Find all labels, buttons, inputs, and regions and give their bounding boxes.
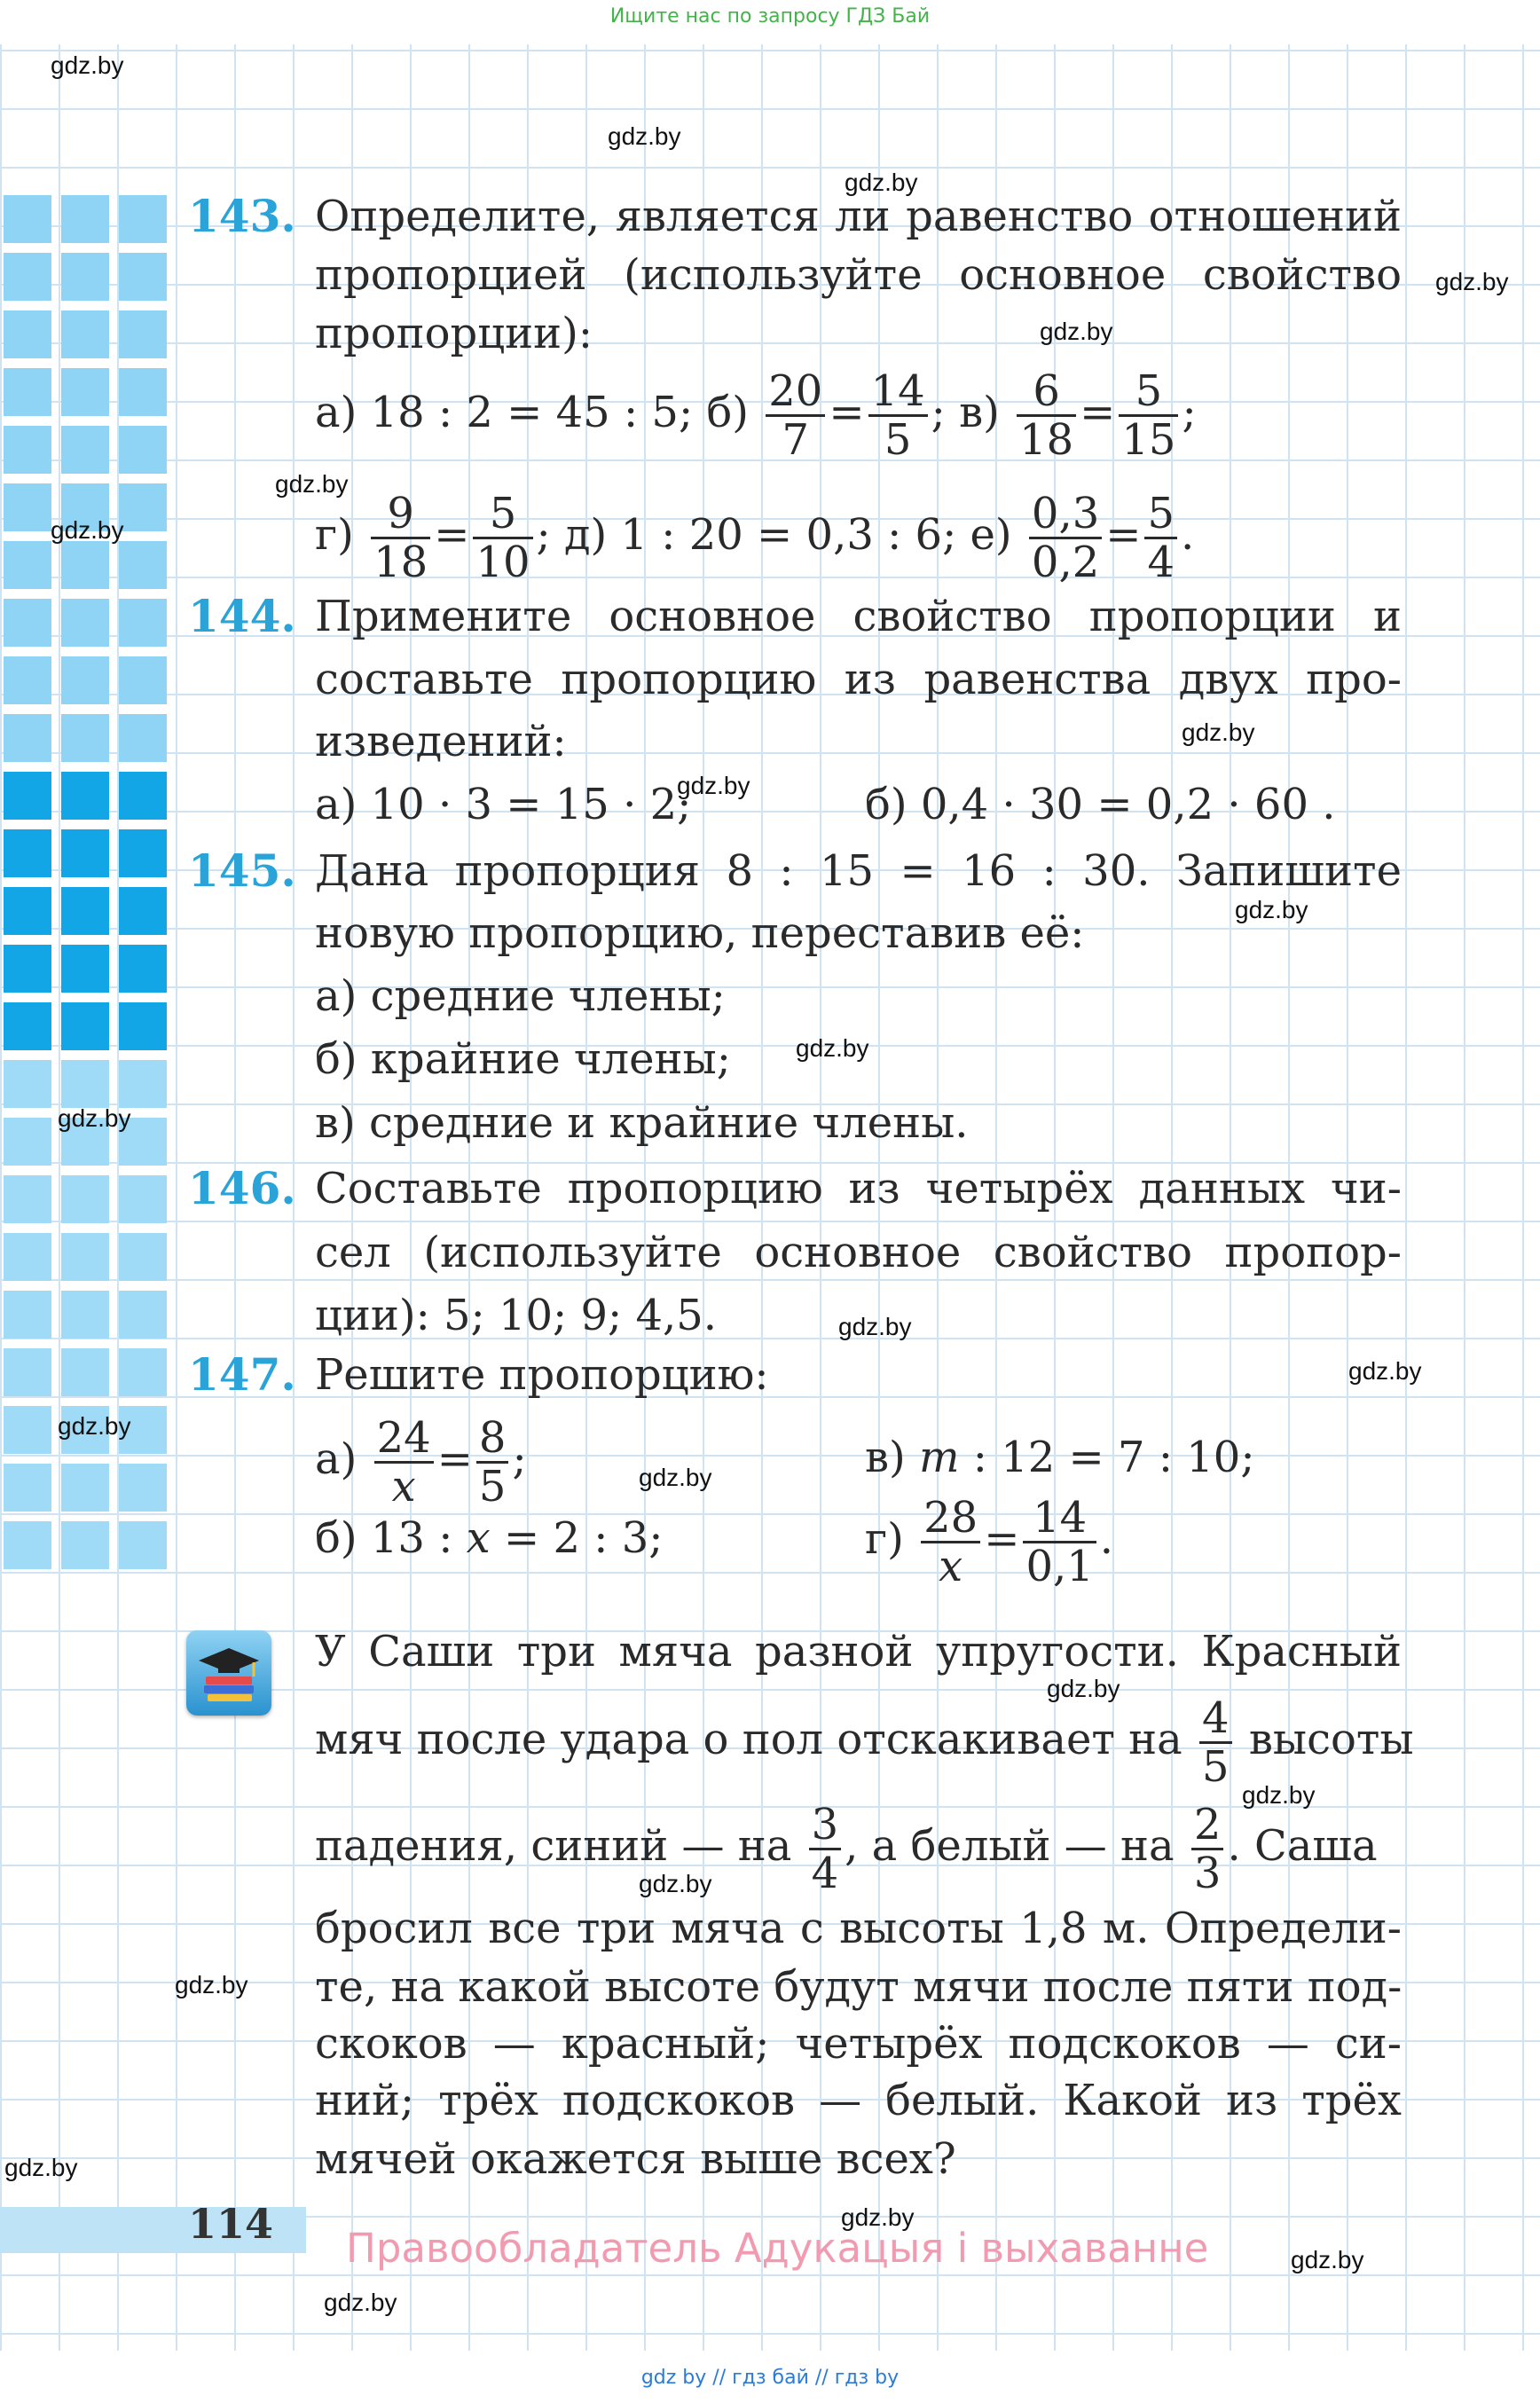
item-text: ; в)	[931, 388, 1000, 437]
task-144-text: изведений:	[315, 717, 567, 766]
fraction	[1017, 366, 1076, 465]
numerator: 5	[1119, 370, 1178, 417]
task-147-item-a: а) $\frac{24}{x}$ = $\frac{8}{5}$ ;	[315, 1413, 527, 1512]
decorative-square	[61, 887, 109, 935]
decorative-square	[61, 599, 109, 647]
top-banner	[0, 0, 1540, 44]
decorative-square	[119, 1233, 167, 1281]
task-number-144: 144.	[188, 590, 296, 642]
numerator: 8	[476, 1417, 509, 1464]
variable: x	[466, 1513, 491, 1563]
fraction	[1144, 489, 1177, 587]
decorative-square	[4, 541, 51, 589]
task-145-item-v: в) средние и крайние члены.	[315, 1098, 969, 1148]
task-143-items-row1: а) 18 : 2 = 45 : 5; б) $\frac{20}{7}$ = $\frac{14}{5}$ ; в) $\frac{6}{18}$ = $\frac{5}{15}$ ;	[315, 366, 1197, 465]
numerator: 0,3	[1029, 492, 1102, 539]
item-text: = 2 : 3;	[490, 1513, 664, 1563]
watermark: gdz.by	[4, 2154, 78, 2181]
bottom-banner-text: gdz by // гдз бай // гдз by	[640, 2367, 900, 2389]
task-147-title: Решите пропорцию:	[315, 1350, 769, 1400]
denominator: 0,1	[1025, 1542, 1094, 1591]
decorative-square	[4, 1118, 51, 1166]
watermark: gdz.by	[58, 1104, 131, 1132]
decorative-square	[4, 1521, 51, 1569]
item-text: ;	[1182, 388, 1197, 437]
task-146-text: Составьте пропорцию из четырёх данных чи-	[315, 1164, 1402, 1213]
decorative-blocks	[0, 195, 169, 1579]
decorative-square	[119, 1060, 167, 1108]
watermark: gdz.by	[845, 169, 918, 196]
task-144-text: Примените основное свойство пропорции и	[315, 592, 1402, 641]
watermark: gdz.by	[1040, 318, 1113, 345]
task-145-text: новую пропорцию, переставив её:	[315, 908, 1085, 958]
item-text: мяч после удара о пол отскакивает на	[315, 1715, 1182, 1764]
task-147-item-b	[315, 1512, 812, 1565]
watermark: gdz.by	[639, 1870, 712, 1897]
denominator: 18	[1019, 415, 1074, 465]
watermark: gdz.by	[58, 1412, 131, 1440]
task-145-item-b: б) крайние члены;	[315, 1034, 731, 1084]
watermark: gdz.by	[841, 2203, 915, 2231]
decorative-square	[61, 1464, 109, 1512]
decorative-square	[4, 829, 51, 877]
item-text: г)	[865, 1514, 904, 1564]
decorative-square	[61, 829, 109, 877]
numerator: 5	[473, 492, 532, 539]
decorative-square	[4, 310, 51, 358]
fraction	[809, 1800, 842, 1898]
decorative-square	[4, 1060, 51, 1108]
decorative-square	[119, 1175, 167, 1223]
item-text: падения, синий — на	[315, 1821, 792, 1871]
decorative-square	[61, 1348, 109, 1396]
fraction	[1119, 366, 1178, 465]
problem-text: те, на какой высоте будут мячи после пяти под-	[315, 1962, 1402, 2012]
decorative-square	[4, 1406, 51, 1454]
decorative-square	[4, 772, 51, 820]
denominator: 4	[1147, 538, 1175, 587]
decorative-square	[119, 310, 167, 358]
decorative-square	[119, 1348, 167, 1396]
task-146-text: ции): 5; 10; 9; 4,5.	[315, 1291, 718, 1340]
fraction	[766, 366, 825, 465]
item-text: ; д) 1 : 20 = 0,3 : 6; е)	[536, 510, 1012, 560]
problem-text: ний; трёх подскоков — белый. Какой из трёх	[315, 2076, 1402, 2125]
task-147-item-v	[865, 1431, 1255, 1484]
task-143-text: пропорцией (используйте основное свойство	[315, 250, 1402, 300]
item-text: .	[1181, 510, 1195, 560]
task-143-text: Определите, является ли равенство отношений	[315, 192, 1402, 241]
watermark: gdz.by	[1291, 2246, 1364, 2273]
numerator: 28	[921, 1496, 980, 1543]
item-text: . Саша	[1227, 1821, 1378, 1871]
problem-text-line3	[315, 1797, 1402, 1898]
decorative-square	[4, 1348, 51, 1396]
problem-text-line2	[315, 1691, 1414, 1792]
denominator: 3	[1193, 1849, 1222, 1898]
decorative-square	[119, 483, 167, 531]
decorative-square	[61, 1291, 109, 1339]
decorative-square	[4, 483, 51, 531]
watermark: gdz.by	[1348, 1357, 1422, 1385]
numerator: 20	[766, 370, 825, 417]
watermark: gdz.by	[1182, 719, 1255, 746]
watermark: gdz.by	[1435, 268, 1509, 295]
decorative-square	[4, 599, 51, 647]
decorative-square	[4, 714, 51, 762]
watermark: gdz.by	[275, 470, 349, 498]
decorative-square	[61, 541, 109, 589]
watermark: gdz.by	[677, 772, 750, 799]
decorative-square	[4, 945, 51, 993]
problem-text: бросил все три мяча с высоты 1,8 м. Определи-	[315, 1904, 1402, 1953]
fraction	[1199, 1693, 1232, 1792]
decorative-square	[61, 1233, 109, 1281]
denominator: 0,2	[1031, 538, 1100, 587]
task-144-text: составьте пропорцию из равенства двух про-	[315, 655, 1402, 704]
decorative-square	[61, 426, 109, 474]
item-text: ;	[512, 1434, 527, 1484]
denominator: x	[391, 1462, 416, 1512]
decorative-square	[61, 714, 109, 762]
task-145-text: Дана пропорция 8 : 15 = 16 : 30. Запишите	[315, 846, 1402, 896]
bottom-banner	[0, 2351, 1540, 2403]
decorative-square	[119, 829, 167, 877]
denominator: 4	[811, 1849, 839, 1898]
fraction	[1023, 1493, 1096, 1591]
page-number: 114	[188, 2200, 274, 2248]
watermark: gdz.by	[324, 2289, 397, 2316]
decorative-square	[4, 426, 51, 474]
copyright-text: Правообладатель Адукацыя і выхаванне	[346, 2225, 1209, 2272]
watermark: gdz.by	[1047, 1675, 1120, 1702]
item-text: г)	[315, 510, 354, 560]
decorative-square	[4, 195, 51, 243]
decorative-square	[61, 1521, 109, 1569]
decorative-square	[61, 1175, 109, 1223]
decorative-square	[119, 714, 167, 762]
decorative-square	[61, 945, 109, 993]
task-144-item-b: б) 0,4 · 30 = 0,2 · 60 .	[865, 780, 1336, 829]
watermark: gdz.by	[838, 1313, 912, 1340]
decorative-square	[119, 1464, 167, 1512]
problem-text: У Саши три мяча разной упругости. Красный	[315, 1627, 1402, 1677]
item-text: высоты	[1248, 1715, 1414, 1764]
decorative-square	[4, 1464, 51, 1512]
decorative-square	[119, 656, 167, 704]
item-text: в)	[865, 1433, 906, 1482]
watermark: gdz.by	[175, 1971, 248, 1999]
decorative-square	[61, 368, 109, 416]
watermark: gdz.by	[51, 51, 124, 79]
watermark: gdz.by	[639, 1464, 712, 1491]
denominator: 10	[475, 538, 530, 587]
task-143-items-row2: г) $\frac{9}{18}$ = $\frac{5}{10}$ ; д) 1 : 20 = 0,3 : 6; е) $\frac{0,3}{0,2}$ = $\frac{5}{4}$ .	[315, 489, 1195, 587]
decorative-square	[61, 1002, 109, 1050]
decorative-square	[61, 310, 109, 358]
decorative-square	[4, 1233, 51, 1281]
decorative-square	[119, 426, 167, 474]
denominator: 18	[373, 538, 428, 587]
item-text: , а белый — на	[845, 1821, 1175, 1871]
decorative-square	[4, 887, 51, 935]
decorative-square	[119, 599, 167, 647]
watermark: gdz.by	[1235, 896, 1308, 923]
task-number-143: 143.	[188, 190, 296, 242]
item-text: б) 13 :	[315, 1513, 467, 1563]
task-number-145: 145.	[188, 844, 296, 897]
fraction	[921, 1493, 980, 1591]
fraction	[1191, 1800, 1224, 1898]
denominator: 15	[1121, 415, 1176, 465]
fraction	[374, 1413, 434, 1512]
variable: m	[919, 1433, 960, 1482]
watermark: gdz.by	[1242, 1781, 1316, 1809]
decorative-square	[61, 253, 109, 301]
fraction	[1029, 489, 1102, 587]
denominator: 5	[884, 415, 912, 465]
numerator: 5	[1144, 492, 1177, 539]
numerator: 14	[868, 370, 928, 417]
decorative-square	[119, 253, 167, 301]
numerator: 2	[1191, 1803, 1224, 1850]
decorative-square	[4, 1002, 51, 1050]
denominator: 7	[782, 415, 810, 465]
decorative-square	[4, 1175, 51, 1223]
decorative-square	[4, 368, 51, 416]
decorative-square	[61, 772, 109, 820]
item-text: : 12 = 7 : 10;	[959, 1433, 1255, 1482]
task-number-147: 147.	[188, 1348, 296, 1401]
numerator: 9	[371, 492, 430, 539]
numerator: 3	[809, 1803, 842, 1850]
decorative-square	[4, 253, 51, 301]
fraction	[473, 489, 532, 587]
decorative-square	[119, 1002, 167, 1050]
decorative-square	[119, 887, 167, 935]
denominator: 5	[1202, 1742, 1230, 1792]
item-text: а)	[315, 1434, 358, 1484]
item-text: а) 18 : 2 = 45 : 5; б)	[315, 388, 749, 437]
decorative-square	[119, 1521, 167, 1569]
decorative-square	[61, 195, 109, 243]
fraction	[371, 489, 430, 587]
graduation-cap-books-icon	[186, 1630, 271, 1716]
watermark: gdz.by	[608, 122, 681, 150]
decorative-square	[119, 1291, 167, 1339]
task-145-item-a: а) средние члены;	[315, 971, 726, 1021]
numerator: 24	[374, 1417, 434, 1464]
decorative-square	[119, 195, 167, 243]
decorative-square	[4, 1291, 51, 1339]
fraction	[868, 366, 928, 465]
task-144-item-a: а) 10 · 3 = 15 · 2;	[315, 780, 692, 829]
watermark: gdz.by	[796, 1034, 869, 1062]
problem-text: скоков — красный; четырёх подскоков — си-	[315, 2019, 1402, 2069]
denominator: x	[939, 1542, 963, 1591]
task-146-text: сел (используйте основное свойство пропор-	[315, 1228, 1402, 1277]
watermark: gdz.by	[51, 516, 124, 544]
decorative-square	[4, 656, 51, 704]
task-147-item-g: г) $\frac{28}{x}$ = $\frac{14}{0,1}$ .	[865, 1493, 1114, 1591]
decorative-square	[119, 368, 167, 416]
decorative-square	[119, 772, 167, 820]
decorative-square	[61, 656, 109, 704]
task-number-146: 146.	[188, 1162, 296, 1214]
item-text: .	[1099, 1514, 1114, 1564]
numerator: 6	[1017, 370, 1076, 417]
problem-text: мячей окажется выше всех?	[315, 2134, 956, 2184]
numerator: 14	[1023, 1496, 1096, 1543]
top-banner-text: Ищите нас по запросу ГДЗ Бай	[609, 5, 931, 27]
decorative-square	[61, 1060, 109, 1108]
decorative-square	[119, 541, 167, 589]
decorative-square	[119, 945, 167, 993]
numerator: 4	[1199, 1697, 1232, 1744]
fraction	[476, 1413, 509, 1512]
denominator: 5	[478, 1462, 507, 1512]
task-143-text: пропорции):	[315, 309, 593, 358]
